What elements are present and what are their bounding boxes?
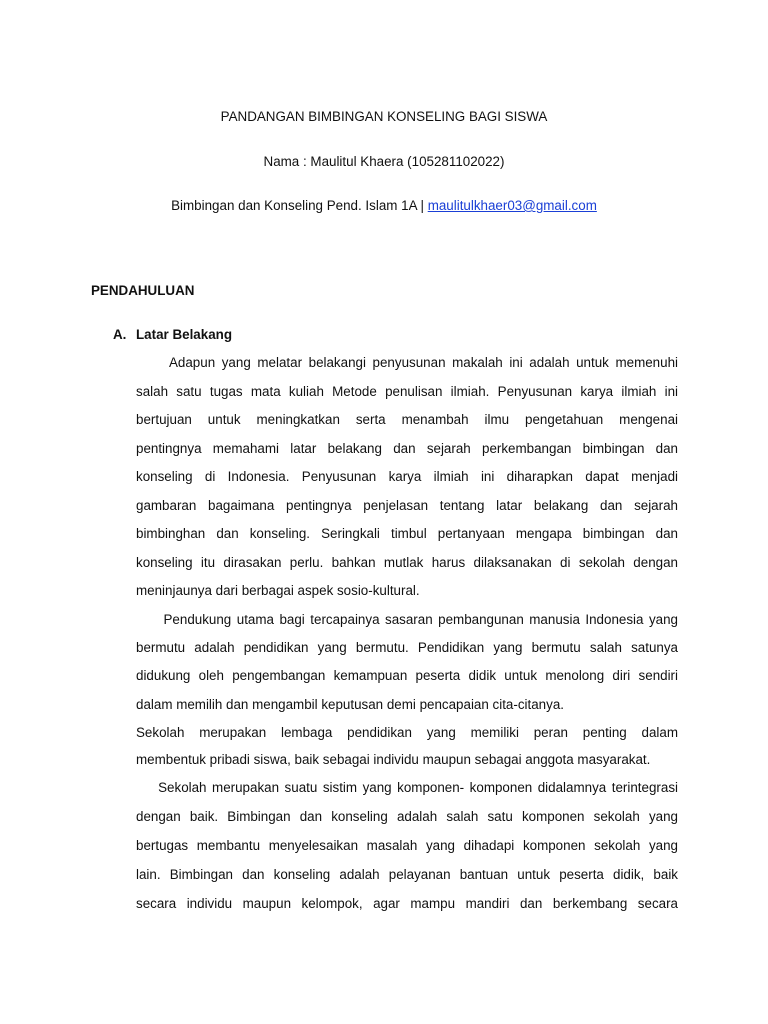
body-line: dalam memilih dan mengambil keputusan demi pencapaian cita-citanya. — [136, 697, 564, 712]
body-line: konseling di Indonesia. Penyusunan karya ilmiah ini diharapkan dapat menjadi — [136, 469, 678, 484]
email-link[interactable]: maulitulkhaer03@gmail.com — [427, 198, 597, 213]
subheading-label: Latar Belakang — [136, 327, 233, 342]
body-line: Adapun yang melatar belakangi penyusunan makalah ini adalah untuk memenuhi — [136, 355, 678, 370]
body-line: gambaran bagaimana pentingnya penjelasan tentang latar belakang dan sejarah — [136, 498, 678, 513]
body-line: Sekolah merupakan suatu sistim yang komponen- komponen didalamnya terintegrasi — [136, 780, 678, 795]
section-heading: PENDAHULUAN — [91, 283, 195, 298]
body-line: secara individu maupun kelompok, agar mampu mandiri dan berkembang secara — [136, 896, 678, 911]
document-title: PANDANGAN BIMBINGAN KONSELING BAGI SISWA — [220, 109, 548, 124]
body-line: konseling itu dirasakan perlu. bahkan mutlak harus dilaksanakan di sekolah dengan — [136, 555, 678, 570]
body-line: meninjaunya dari berbagai aspek sosio-kultural. — [136, 583, 420, 598]
body-line: bimbinghan dan konseling. Seringkali timbul pertanyaan mengapa bimbingan dan — [136, 526, 678, 541]
body-line: Pendukung utama bagi tercapainya sasaran pembangunan manusia Indonesia yang — [136, 612, 678, 627]
body-line: didukung oleh pengembangan kemampuan peserta didik untuk menolong diri sendiri — [136, 668, 678, 683]
subheading-marker: A. — [113, 327, 127, 342]
body-line: bertugas membantu menyelesaikan masalah yang dihadapi komponen sekolah yang — [136, 838, 678, 853]
body-line: Sekolah merupakan lembaga pendidikan yang memiliki peran penting dalam — [136, 725, 678, 740]
body-line: membentuk pribadi siswa, baik sebagai individu maupun sebagai anggota masyarakat. — [136, 752, 651, 767]
body-line: lain. Bimbingan dan konseling adalah pelayanan bantuan untuk peserta didik, baik — [136, 867, 678, 882]
affiliation-text: Bimbingan dan Konseling Pend. Islam 1A | — [171, 198, 428, 213]
body-line: dengan baik. Bimbingan dan konseling adalah salah satu komponen sekolah yang — [136, 809, 678, 824]
body-line: bermutu adalah pendidikan yang bermutu. Pendidikan yang bermutu salah satunya — [136, 640, 678, 655]
subheading — [113, 326, 232, 344]
body-line: salah satu tugas mata kuliah Metode penulisan ilmiah. Penyusunan karya ilmiah ini — [136, 384, 678, 399]
author-affiliation — [0, 197, 768, 215]
author-name: Nama : Maulitul Khaera (105281102022) — [263, 154, 505, 169]
body-line: bertujuan untuk meningkatkan serta menambah ilmu pengetahuan mengenai — [136, 412, 678, 427]
body-line: pentingnya memahami latar belakang dan sejarah perkembangan bimbingan dan — [136, 441, 678, 456]
